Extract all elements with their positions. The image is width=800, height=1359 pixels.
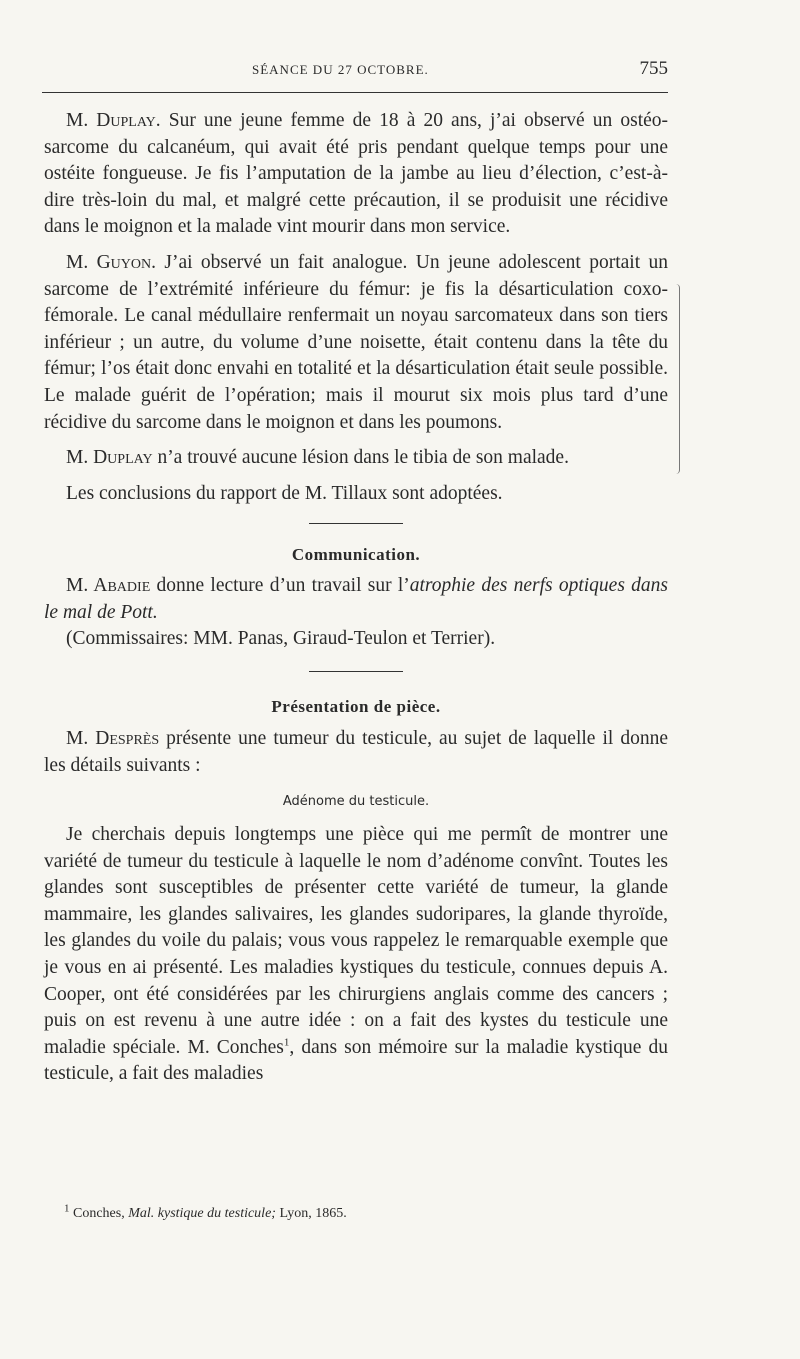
paragraph-text: Je cherchais depuis longtemps une pièce qui me permît de montrer une variété de tumeur du testicule à laquelle le nom d’adénome convînt. Toutes les glandes sont susceptibles de présenter cette variété de tumeur, la glande mammaire, les glandes salivaires, les glandes sudoripares, la glande thyroïde, les glandes du voile du palais; vous vous rappelez le remarquable exemple que je vous en ai présenté. Les maladies kystiques du testicule, connues depuis A. Cooper, ont été considérées par les chirurgiens anglais comme des cancers ; puis on est revenu à une autre idée : on a fait des kystes du testicule une maladie spéciale. M. Conches	[44, 824, 668, 1058]
paragraph-abadie	[44, 573, 668, 626]
section-heading-communication: Communication.	[291, 545, 421, 565]
paragraph-adenome	[44, 822, 668, 1088]
speaker-abadie: M. Abadie	[66, 574, 151, 596]
paragraph-text: n’a trouvé aucune lésion dans le tibia de son malade.	[157, 447, 569, 469]
paragraph-guyon	[44, 250, 668, 436]
footnote-place-year: Lyon, 1865.	[279, 1206, 347, 1221]
page-header	[42, 58, 668, 88]
paragraph-text: donne lecture d’un travail sur l’	[156, 574, 410, 596]
margin-bracket	[676, 284, 680, 474]
speaker-despres: M. Desprès	[66, 728, 160, 750]
paragraph-conclusions: Les conclusions du rapport de M. Tillaux sont adoptées.	[66, 482, 503, 504]
paragraph-text: J’ai observé un fait analogue. Un jeune adolescent portait un sarcome de l’extrémité inférieure du fémur: je fis la désarticulation coxo-fémorale. Le canal médullaire renfermait un noyau sarcomateux dans son tiers inférieur ; un autre, du volume d’une noisette, était contenu dans la tête du fémur; l’os était donc envahi en totalité et la désarticulation était seule possible. Le malade guérit de l’opération; mais il mourut six mois plus tard d’une récidive du sarcome dans le moignon et dans les poumons.	[44, 251, 668, 433]
paragraph-text: présente une tumeur du testicule, au sujet de laquelle il donne les détails suivants :	[44, 728, 668, 776]
header-rule	[42, 92, 668, 93]
running-title: SÉANCE DU 27 OCTOBRE.	[252, 62, 429, 77]
commissaires-line: (Commissaires: MM. Panas, Giraud-Teulon et Terrier).	[66, 628, 496, 650]
speaker-guyon: M. Guyon.	[66, 251, 156, 273]
paragraph-duplay-reply	[44, 445, 668, 472]
page-body	[44, 108, 668, 1088]
footnote	[64, 1202, 347, 1222]
footnote-author: Conches,	[73, 1206, 125, 1221]
paragraph-despres	[44, 726, 668, 779]
paragraph-duplay	[44, 108, 668, 241]
work-title: atrophie des nerfs optiques dans le mal de Pott.	[44, 574, 668, 623]
section-heading-presentation: Présentation de pièce.	[271, 696, 441, 716]
speaker-duplay: M. Duplay	[66, 447, 153, 469]
footnote-number: 1	[64, 1202, 70, 1215]
footnote-reference[interactable]: 1	[283, 1036, 290, 1049]
section-divider	[309, 523, 403, 524]
section-divider	[309, 671, 403, 672]
subheading-adenome: Adénome du testicule.	[282, 794, 430, 810]
page-number: 755	[639, 58, 668, 79]
speaker-duplay: M. Duplay.	[66, 110, 161, 131]
paragraph-text: , dans son mémoire sur la maladie kystique du testicule, a fait des maladies	[44, 1036, 668, 1085]
footnote-title: Mal. kystique du testicule;	[128, 1206, 276, 1221]
paragraph-text: Sur une jeune femme de 18 à 20 ans, j’ai observé un ostéo-sarcome du calcanéum, qui avait été pris pendant quelque temps pour une ostéite fongueuse. Je fis l’amputation de la jambe au lieu d’élection, c’est-à-dire très-loin du mal, et malgré cette précaution, il se produisit une récidive dans le moignon et la malade vint mourir dans mon service.	[44, 110, 669, 238]
